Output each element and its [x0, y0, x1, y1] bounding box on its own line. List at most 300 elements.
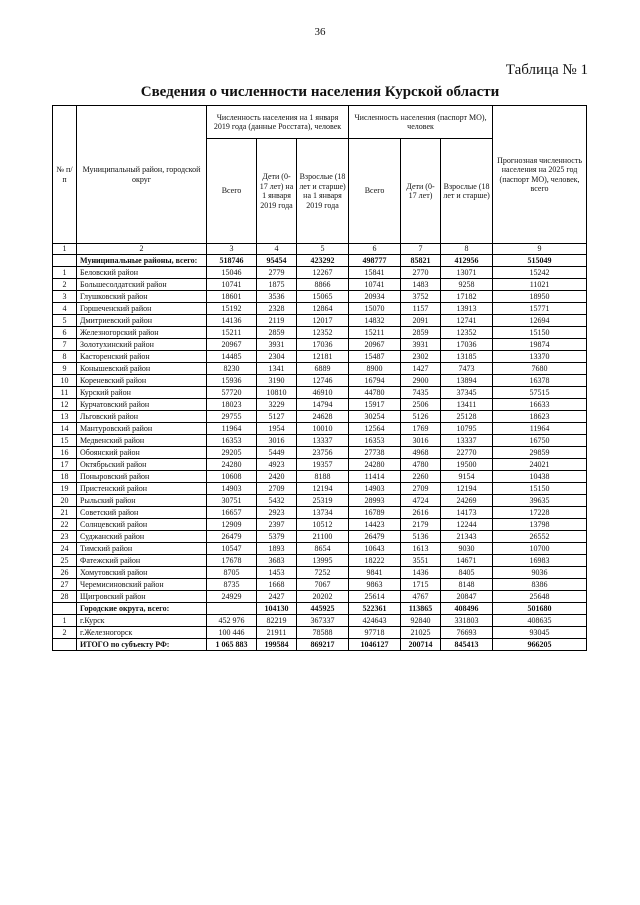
- row-value: 199584: [257, 639, 297, 651]
- row-name: Золотухинский район: [77, 339, 207, 351]
- table-row: [53, 519, 587, 531]
- row-value: 408496: [441, 603, 493, 615]
- table-row: [53, 579, 587, 591]
- row-value: 10810: [257, 387, 297, 399]
- row-value: 15242: [493, 267, 587, 279]
- row-value: 14423: [349, 519, 401, 531]
- row-value: 4923: [257, 459, 297, 471]
- row-value: 57515: [493, 387, 587, 399]
- row-name: Черемисиновский район: [77, 579, 207, 591]
- row-number: 18: [53, 471, 77, 483]
- row-value: 1341: [257, 363, 297, 375]
- row-value: 8654: [297, 543, 349, 555]
- row-value: 97718: [349, 627, 401, 639]
- row-value: 10643: [349, 543, 401, 555]
- row-value: 4968: [401, 447, 441, 459]
- row-name: Фатежский район: [77, 555, 207, 567]
- row-value: 20202: [297, 591, 349, 603]
- row-value: 9863: [349, 579, 401, 591]
- row-name: Медвенский район: [77, 435, 207, 447]
- row-value: 10438: [493, 471, 587, 483]
- row-name: г.Железногорск: [77, 627, 207, 639]
- row-value: 20967: [207, 339, 257, 351]
- row-name: Глушковский район: [77, 291, 207, 303]
- row-value: 20934: [349, 291, 401, 303]
- row-value: 1715: [401, 579, 441, 591]
- row-value: 24269: [441, 495, 493, 507]
- row-value: 21025: [401, 627, 441, 639]
- row-value: 25128: [441, 411, 493, 423]
- row-value: 13185: [441, 351, 493, 363]
- row-value: 8230: [207, 363, 257, 375]
- row-name: Солнцевский район: [77, 519, 207, 531]
- row-value: 2709: [257, 483, 297, 495]
- row-value: 2302: [401, 351, 441, 363]
- row-value: 1436: [401, 567, 441, 579]
- row-label: Муниципальные районы, всего:: [77, 255, 207, 267]
- row-number: 20: [53, 495, 77, 507]
- row-value: 19357: [297, 459, 349, 471]
- table-row: [53, 411, 587, 423]
- row-value: 9841: [349, 567, 401, 579]
- table-row: [53, 447, 587, 459]
- row-number: 28: [53, 591, 77, 603]
- row-value: 18222: [349, 555, 401, 567]
- row-value: 12909: [207, 519, 257, 531]
- row-value: 13995: [297, 555, 349, 567]
- row-value: 26552: [493, 531, 587, 543]
- row-value: 2427: [257, 591, 297, 603]
- row-value: 26479: [349, 531, 401, 543]
- row-number: 21: [53, 507, 77, 519]
- row-name: Большесолдатский район: [77, 279, 207, 291]
- table-row: [53, 363, 587, 375]
- row-value: 76693: [441, 627, 493, 639]
- header-total-rosstat: Всего: [207, 139, 257, 244]
- row-value: 95454: [257, 255, 297, 267]
- table-row: [53, 543, 587, 555]
- row-value: 10010: [297, 423, 349, 435]
- row-value: 5379: [257, 531, 297, 543]
- row-value: 8148: [441, 579, 493, 591]
- row-number: 19: [53, 483, 77, 495]
- row-value: 1 065 883: [207, 639, 257, 651]
- row-value: 10741: [349, 279, 401, 291]
- row-value: 1427: [401, 363, 441, 375]
- row-value: 869217: [297, 639, 349, 651]
- row-value: 16353: [207, 435, 257, 447]
- row-value: 17182: [441, 291, 493, 303]
- row-value: 13411: [441, 399, 493, 411]
- row-number: 24: [53, 543, 77, 555]
- row-value: 2119: [257, 315, 297, 327]
- row-name: Кореневский район: [77, 375, 207, 387]
- population-table: [52, 105, 587, 651]
- row-value: 17036: [441, 339, 493, 351]
- row-number: 1: [53, 615, 77, 627]
- row-value: 44780: [349, 387, 401, 399]
- row-name: Обоянский район: [77, 447, 207, 459]
- row-value: 46910: [297, 387, 349, 399]
- row-value: 14671: [441, 555, 493, 567]
- row-number: 7: [53, 339, 77, 351]
- table-row: [53, 327, 587, 339]
- row-name: Щигровский район: [77, 591, 207, 603]
- row-value: 15150: [493, 327, 587, 339]
- table-row: [53, 615, 587, 627]
- table-row: [53, 279, 587, 291]
- row-value: 2709: [401, 483, 441, 495]
- row-value: 12194: [441, 483, 493, 495]
- row-value: 12352: [441, 327, 493, 339]
- row-value: 85821: [401, 255, 441, 267]
- row-value: 12741: [441, 315, 493, 327]
- row-value: 3229: [257, 399, 297, 411]
- row-value: 2304: [257, 351, 297, 363]
- row-value: 24929: [207, 591, 257, 603]
- row-value: 1046127: [349, 639, 401, 651]
- row-value: 21100: [297, 531, 349, 543]
- row-value: 10795: [441, 423, 493, 435]
- row-value: 12267: [297, 267, 349, 279]
- row-value: 15065: [297, 291, 349, 303]
- row-value: 17036: [297, 339, 349, 351]
- row-number: 2: [53, 279, 77, 291]
- row-value: 14173: [441, 507, 493, 519]
- row-value: 7435: [401, 387, 441, 399]
- row-value: 13894: [441, 375, 493, 387]
- row-number: 27: [53, 579, 77, 591]
- row-value: 3931: [257, 339, 297, 351]
- row-name: Курчатовский район: [77, 399, 207, 411]
- row-value: 16983: [493, 555, 587, 567]
- row-value: 27738: [349, 447, 401, 459]
- col-number: 6: [349, 244, 401, 255]
- row-number: 22: [53, 519, 77, 531]
- row-number: 3: [53, 291, 77, 303]
- row-value: 12194: [297, 483, 349, 495]
- header-name: Муниципальный район, городской округ: [77, 106, 207, 244]
- row-value: 16353: [349, 435, 401, 447]
- row-value: 2179: [401, 519, 441, 531]
- row-number: 4: [53, 303, 77, 315]
- table-row: [53, 339, 587, 351]
- row-value: 8188: [297, 471, 349, 483]
- row-value: 11964: [493, 423, 587, 435]
- row-value: 1954: [257, 423, 297, 435]
- row-value: 14903: [349, 483, 401, 495]
- row-value: 4780: [401, 459, 441, 471]
- row-value: 7680: [493, 363, 587, 375]
- header-children-passport: Дети (0-17 лет): [401, 139, 441, 244]
- row-value: 15936: [207, 375, 257, 387]
- table-row: [53, 291, 587, 303]
- row-value: 4767: [401, 591, 441, 603]
- row-value: 452 976: [207, 615, 257, 627]
- row-value: 5126: [401, 411, 441, 423]
- header-total-passport: Всего: [349, 139, 401, 244]
- row-number: 16: [53, 447, 77, 459]
- row-value: 11964: [207, 423, 257, 435]
- header-children-rosstat: Дети (0-17 лет) на 1 января 2019 года: [257, 139, 297, 244]
- row-name: Беловский район: [77, 267, 207, 279]
- row-value: 24628: [297, 411, 349, 423]
- row-value: 15841: [349, 267, 401, 279]
- table-row: [53, 531, 587, 543]
- row-value: 8386: [493, 579, 587, 591]
- row-value: 13913: [441, 303, 493, 315]
- row-value: 9258: [441, 279, 493, 291]
- row-number: 17: [53, 459, 77, 471]
- row-value: 4724: [401, 495, 441, 507]
- row-value: 522361: [349, 603, 401, 615]
- row-value: 16633: [493, 399, 587, 411]
- grand-total-row: [53, 639, 587, 651]
- table-row: [53, 435, 587, 447]
- header-adults-passport: Взрослые (18 лет и старше): [441, 139, 493, 244]
- row-number: 8: [53, 351, 77, 363]
- row-number: 11: [53, 387, 77, 399]
- row-value: 5136: [401, 531, 441, 543]
- cities-total-row: [53, 603, 587, 615]
- row-value: 13734: [297, 507, 349, 519]
- row-number: 1: [53, 267, 77, 279]
- document-title: Сведения о численности населения Курской области: [140, 84, 500, 100]
- row-value: 3931: [401, 339, 441, 351]
- row-value: 25319: [297, 495, 349, 507]
- row-value: 12694: [493, 315, 587, 327]
- row-value: 12181: [297, 351, 349, 363]
- row-value: 21343: [441, 531, 493, 543]
- row-name: Советский район: [77, 507, 207, 519]
- row-value: 1157: [401, 303, 441, 315]
- row-label: ИТОГО по субъекту РФ:: [77, 639, 207, 651]
- row-value: 515049: [493, 255, 587, 267]
- row-value: 10608: [207, 471, 257, 483]
- row-value: 13370: [493, 351, 587, 363]
- row-value: 24280: [349, 459, 401, 471]
- row-value: 92840: [401, 615, 441, 627]
- row-number: [53, 255, 77, 267]
- row-value: 57720: [207, 387, 257, 399]
- row-value: 18601: [207, 291, 257, 303]
- row-value: 15192: [207, 303, 257, 315]
- row-value: 30751: [207, 495, 257, 507]
- table-row: [53, 303, 587, 315]
- row-name: Горшеченский район: [77, 303, 207, 315]
- header-adults-rosstat: Взрослые (18 лет и старше) на 1 января 2019 года: [297, 139, 349, 244]
- row-number: 14: [53, 423, 77, 435]
- row-value: 29755: [207, 411, 257, 423]
- row-value: 12352: [297, 327, 349, 339]
- row-value: 78588: [297, 627, 349, 639]
- row-number: 2: [53, 627, 77, 639]
- row-value: 15771: [493, 303, 587, 315]
- row-value: 3551: [401, 555, 441, 567]
- row-number: 10: [53, 375, 77, 387]
- row-value: 2770: [401, 267, 441, 279]
- row-value: 15070: [349, 303, 401, 315]
- row-value: 22770: [441, 447, 493, 459]
- row-number: 9: [53, 363, 77, 375]
- row-value: 2397: [257, 519, 297, 531]
- row-value: 19500: [441, 459, 493, 471]
- row-number: 13: [53, 411, 77, 423]
- row-number: 6: [53, 327, 77, 339]
- row-value: 100 446: [207, 627, 257, 639]
- table-row: [53, 483, 587, 495]
- row-value: 13071: [441, 267, 493, 279]
- col-number: 8: [441, 244, 493, 255]
- row-number: [53, 603, 77, 615]
- row-value: 14794: [297, 399, 349, 411]
- row-value: 2779: [257, 267, 297, 279]
- row-value: 113865: [401, 603, 441, 615]
- row-value: 1769: [401, 423, 441, 435]
- row-value: 16378: [493, 375, 587, 387]
- row-value: 412956: [441, 255, 493, 267]
- table-row: [53, 567, 587, 579]
- row-value: 2859: [401, 327, 441, 339]
- table-body: [53, 255, 587, 651]
- row-value: 423292: [297, 255, 349, 267]
- row-value: 501680: [493, 603, 587, 615]
- table-row: [53, 471, 587, 483]
- row-value: 20847: [441, 591, 493, 603]
- col-number: 2: [77, 244, 207, 255]
- row-name: Дмитриевский район: [77, 315, 207, 327]
- page-number: 36: [314, 26, 326, 38]
- row-value: 16750: [493, 435, 587, 447]
- row-value: 331803: [441, 615, 493, 627]
- row-value: 19874: [493, 339, 587, 351]
- row-value: 5432: [257, 495, 297, 507]
- col-number: 9: [493, 244, 587, 255]
- row-value: 2859: [257, 327, 297, 339]
- row-value: 24021: [493, 459, 587, 471]
- row-value: 408635: [493, 615, 587, 627]
- row-value: 7252: [297, 567, 349, 579]
- districts-total-row: [53, 255, 587, 267]
- row-value: 18023: [207, 399, 257, 411]
- row-value: 6889: [297, 363, 349, 375]
- row-value: 15917: [349, 399, 401, 411]
- row-value: 18623: [493, 411, 587, 423]
- row-value: 367337: [297, 615, 349, 627]
- row-value: 93045: [493, 627, 587, 639]
- row-name: Курский район: [77, 387, 207, 399]
- row-value: 15487: [349, 351, 401, 363]
- col-number: 5: [297, 244, 349, 255]
- row-value: 30254: [349, 411, 401, 423]
- row-value: 7067: [297, 579, 349, 591]
- row-value: 16789: [349, 507, 401, 519]
- header-forecast: Прогнозная численность населения на 2025 год (паспорт МО), человек, всего: [493, 106, 587, 244]
- row-value: 18950: [493, 291, 587, 303]
- row-value: 2900: [401, 375, 441, 387]
- row-label: Городские округа, всего:: [77, 603, 207, 615]
- header-group-rosstat: Численность населения на 1 января 2019 года (данные Росстата), человек: [207, 106, 349, 139]
- row-value: 11021: [493, 279, 587, 291]
- row-value: 7473: [441, 363, 493, 375]
- row-value: 424643: [349, 615, 401, 627]
- row-value: 12864: [297, 303, 349, 315]
- row-value: 498777: [349, 255, 401, 267]
- row-value: 13337: [297, 435, 349, 447]
- row-value: [207, 603, 257, 615]
- row-value: 82219: [257, 615, 297, 627]
- row-value: 12746: [297, 375, 349, 387]
- row-value: 20967: [349, 339, 401, 351]
- row-value: 2328: [257, 303, 297, 315]
- row-name: Суджанский район: [77, 531, 207, 543]
- row-value: 445925: [297, 603, 349, 615]
- row-value: 8405: [441, 567, 493, 579]
- row-value: 9030: [441, 543, 493, 555]
- row-value: 3752: [401, 291, 441, 303]
- row-number: 26: [53, 567, 77, 579]
- row-value: 9154: [441, 471, 493, 483]
- row-value: 29205: [207, 447, 257, 459]
- table-row: [53, 459, 587, 471]
- row-name: Хомутовский район: [77, 567, 207, 579]
- row-value: 16794: [349, 375, 401, 387]
- row-value: 13798: [493, 519, 587, 531]
- row-name: Конышевский район: [77, 363, 207, 375]
- row-value: 3190: [257, 375, 297, 387]
- table-row: [53, 591, 587, 603]
- row-name: Октябрьский район: [77, 459, 207, 471]
- row-number: 25: [53, 555, 77, 567]
- row-value: 1453: [257, 567, 297, 579]
- row-name: Тимский район: [77, 543, 207, 555]
- row-name: Касторенский район: [77, 351, 207, 363]
- row-value: 12564: [349, 423, 401, 435]
- row-value: 2420: [257, 471, 297, 483]
- table-row: [53, 351, 587, 363]
- row-value: 17228: [493, 507, 587, 519]
- row-value: 14485: [207, 351, 257, 363]
- table-row: [53, 555, 587, 567]
- row-value: 2616: [401, 507, 441, 519]
- table-row: [53, 387, 587, 399]
- row-value: 25614: [349, 591, 401, 603]
- header-row-1: [53, 106, 587, 139]
- table-row: [53, 495, 587, 507]
- table-row: [53, 375, 587, 387]
- row-value: 11414: [349, 471, 401, 483]
- row-value: 26479: [207, 531, 257, 543]
- row-value: 1613: [401, 543, 441, 555]
- row-value: 15211: [349, 327, 401, 339]
- row-value: 14903: [207, 483, 257, 495]
- row-value: 13337: [441, 435, 493, 447]
- row-value: 39635: [493, 495, 587, 507]
- table-row: [53, 423, 587, 435]
- row-name: Льговский район: [77, 411, 207, 423]
- row-number: 5: [53, 315, 77, 327]
- row-value: 845413: [441, 639, 493, 651]
- row-number: 23: [53, 531, 77, 543]
- row-value: 104130: [257, 603, 297, 615]
- table-row: [53, 399, 587, 411]
- row-name: Рыльский район: [77, 495, 207, 507]
- row-value: 15046: [207, 267, 257, 279]
- table-row: [53, 315, 587, 327]
- row-name: Пристенский район: [77, 483, 207, 495]
- row-name: Поныровский район: [77, 471, 207, 483]
- col-number: 4: [257, 244, 297, 255]
